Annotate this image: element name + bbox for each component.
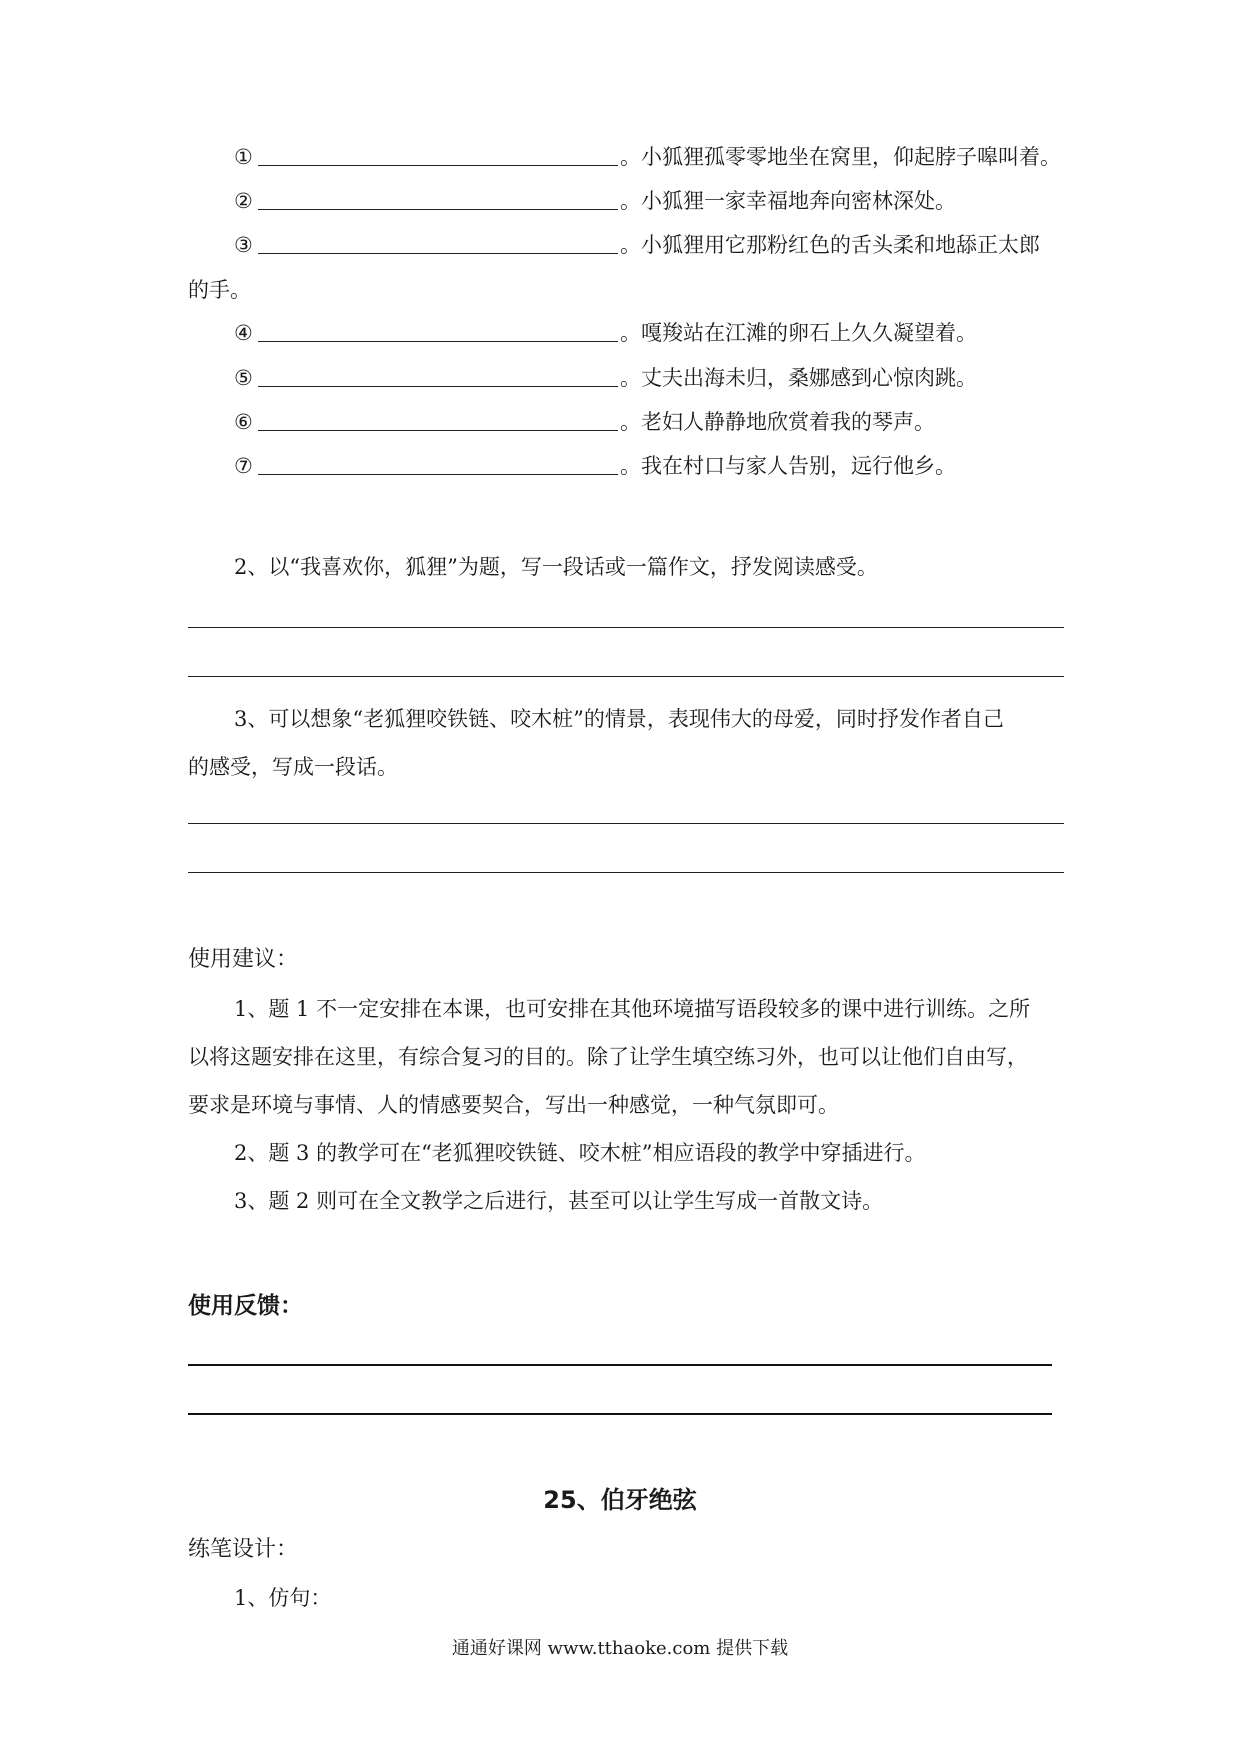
item-sentence: 。小狐狸孤零零地坐在窝里，仰起脖子嗥叫着。 <box>620 145 1061 169</box>
answer-blank[interactable] <box>258 229 618 254</box>
fill-item-3 <box>234 225 1064 265</box>
item-number: ⑥ <box>234 410 253 434</box>
fill-item-6 <box>234 402 1064 442</box>
practice-design-heading: 练笔设计： <box>188 1537 299 1562</box>
fill-item-2 <box>234 181 1064 221</box>
fill-item-1 <box>234 137 1064 177</box>
writing-line[interactable] <box>188 627 1064 628</box>
fill-item-5 <box>234 358 1064 398</box>
answer-blank[interactable] <box>258 450 618 475</box>
suggestion-1-line-3: 要求是环境与事情、人的情感要契合，写出一种感觉，一种气氛即可。 <box>188 1093 839 1117</box>
answer-blank[interactable] <box>258 185 618 210</box>
exercise-3-prompt <box>188 695 1064 791</box>
lesson-title: 25、伯牙绝弦 <box>543 1486 697 1514</box>
exercise-3-line-2: 的感受，写成一段话。 <box>188 755 398 779</box>
exercise-3-line-1: 3、可以想象“老狐狸咬铁链、咬木桩”的情景，表现伟大的母爱，同时抒发作者自己 <box>234 707 1004 731</box>
item-sentence: 。我在村口与家人告别，远行他乡。 <box>620 454 956 478</box>
suggestion-3: 3、题 2 则可在全文教学之后进行，甚至可以让学生写成一首散文诗。 <box>234 1189 884 1213</box>
item-number: ② <box>234 189 253 213</box>
fill-item-3-continuation <box>188 270 1018 310</box>
suggestions-body <box>188 985 1064 1225</box>
fill-item-7 <box>234 446 1064 486</box>
item-number: ⑤ <box>234 366 253 390</box>
suggestion-1-line-1: 1、题 1 不一定安排在本课，也可安排在其他环境描写语段较多的课中进行训练。之所 <box>234 997 1031 1021</box>
practice-item-1: 1、仿句： <box>234 1586 332 1610</box>
item-number: ③ <box>234 233 253 257</box>
item-sentence-continuation: 的手。 <box>188 278 251 302</box>
feedback-line[interactable] <box>188 1364 1052 1366</box>
item-sentence: 。嘎羧站在江滩的卵石上久久凝望着。 <box>620 321 977 345</box>
answer-blank[interactable] <box>258 362 618 387</box>
answer-blank[interactable] <box>258 317 618 342</box>
answer-blank[interactable] <box>258 141 618 166</box>
item-number: ④ <box>234 321 253 345</box>
writing-line[interactable] <box>188 823 1064 824</box>
item-sentence: 。丈夫出海未归，桑娜感到心惊肉跳。 <box>620 366 977 390</box>
item-sentence: 。老妇人静静地欣赏着我的琴声。 <box>620 410 935 434</box>
item-sentence: 。小狐狸用它那粉红色的舌头柔和地舔正太郎 <box>620 233 1040 257</box>
suggestions-heading: 使用建议： <box>188 947 299 972</box>
writing-line[interactable] <box>188 872 1064 873</box>
suggestion-2: 2、题 3 的教学可在“老狐狸咬铁链、咬木桩”相应语段的教学中穿插进行。 <box>234 1141 926 1165</box>
exercise-2-prompt: 2、以“我喜欢你，狐狸”为题，写一段话或一篇作文，抒发阅读感受。 <box>234 555 878 579</box>
item-sentence: 。小狐狸一家幸福地奔向密林深处。 <box>620 189 956 213</box>
writing-line[interactable] <box>188 676 1064 677</box>
page-footer: 通通好课网 www.tthaoke.com 提供下载 <box>451 1638 789 1659</box>
feedback-heading: 使用反馈： <box>188 1293 303 1319</box>
fill-item-4 <box>234 313 1064 353</box>
item-number: ① <box>234 145 253 169</box>
item-number: ⑦ <box>234 454 253 478</box>
suggestion-1-line-2: 以将这题安排在这里，有综合复习的目的。除了让学生填空练习外，也可以让他们自由写， <box>188 1045 1028 1069</box>
feedback-line[interactable] <box>188 1413 1052 1415</box>
answer-blank[interactable] <box>258 406 618 431</box>
